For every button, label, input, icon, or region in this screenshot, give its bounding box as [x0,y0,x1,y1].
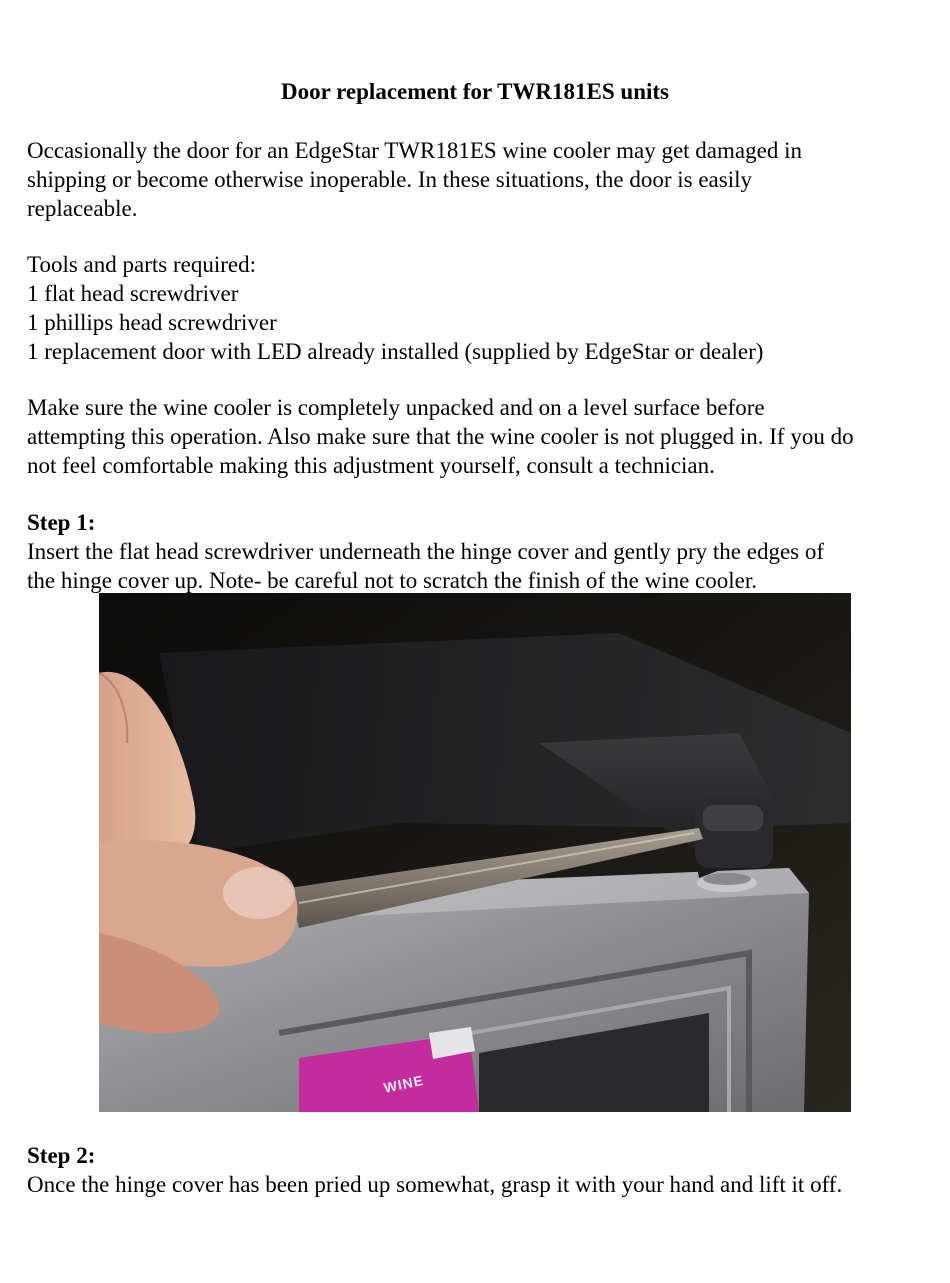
warning-line: not feel comfortable making this adjustment yourself, consult a technician. [27,453,715,478]
step-1-label: Step 1: [27,510,96,535]
tools-heading: Tools and parts required: [27,252,256,277]
step-2 [27,1141,932,1199]
step-1-text: the hinge cover up. Note- be careful not to scratch the finish of the wine cooler. [27,568,757,593]
intro-line: shipping or become otherwise inoperable. In these situations, the door is easily [27,167,752,192]
warning-paragraph [27,393,932,480]
hinge-cover-photo-illustration [99,593,851,1112]
tools-item: 1 replacement door with LED already installed (supplied by EdgeStar or dealer) [27,339,764,364]
step-1-text: Insert the flat head screwdriver underneath the hinge cover and gently pry the edges of [27,539,825,564]
intro-line: Occasionally the door for an EdgeStar TWR181ES wine cooler may get damaged in [27,138,802,163]
step-1 [27,508,932,595]
step-2-label: Step 2: [27,1143,96,1168]
document-title: Door replacement for TWR181ES units [280,79,670,104]
warning-line: attempting this operation. Also make sure that the wine cooler is not plugged in. If you do [27,424,854,449]
warning-line: Make sure the wine cooler is completely unpacked and on a level surface before [27,395,765,420]
tools-item: 1 flat head screwdriver [27,281,239,306]
step-2-text: Once the hinge cover has been pried up somewhat, grasp it with your hand and lift it off. [27,1172,843,1197]
hinge-cover-photo [99,593,851,1112]
tools-list [27,250,932,366]
intro-paragraph [27,136,932,223]
tools-item: 1 phillips head screwdriver [27,310,277,335]
intro-line: replaceable. [27,196,138,221]
photo-label-text: WINE [382,1071,426,1096]
